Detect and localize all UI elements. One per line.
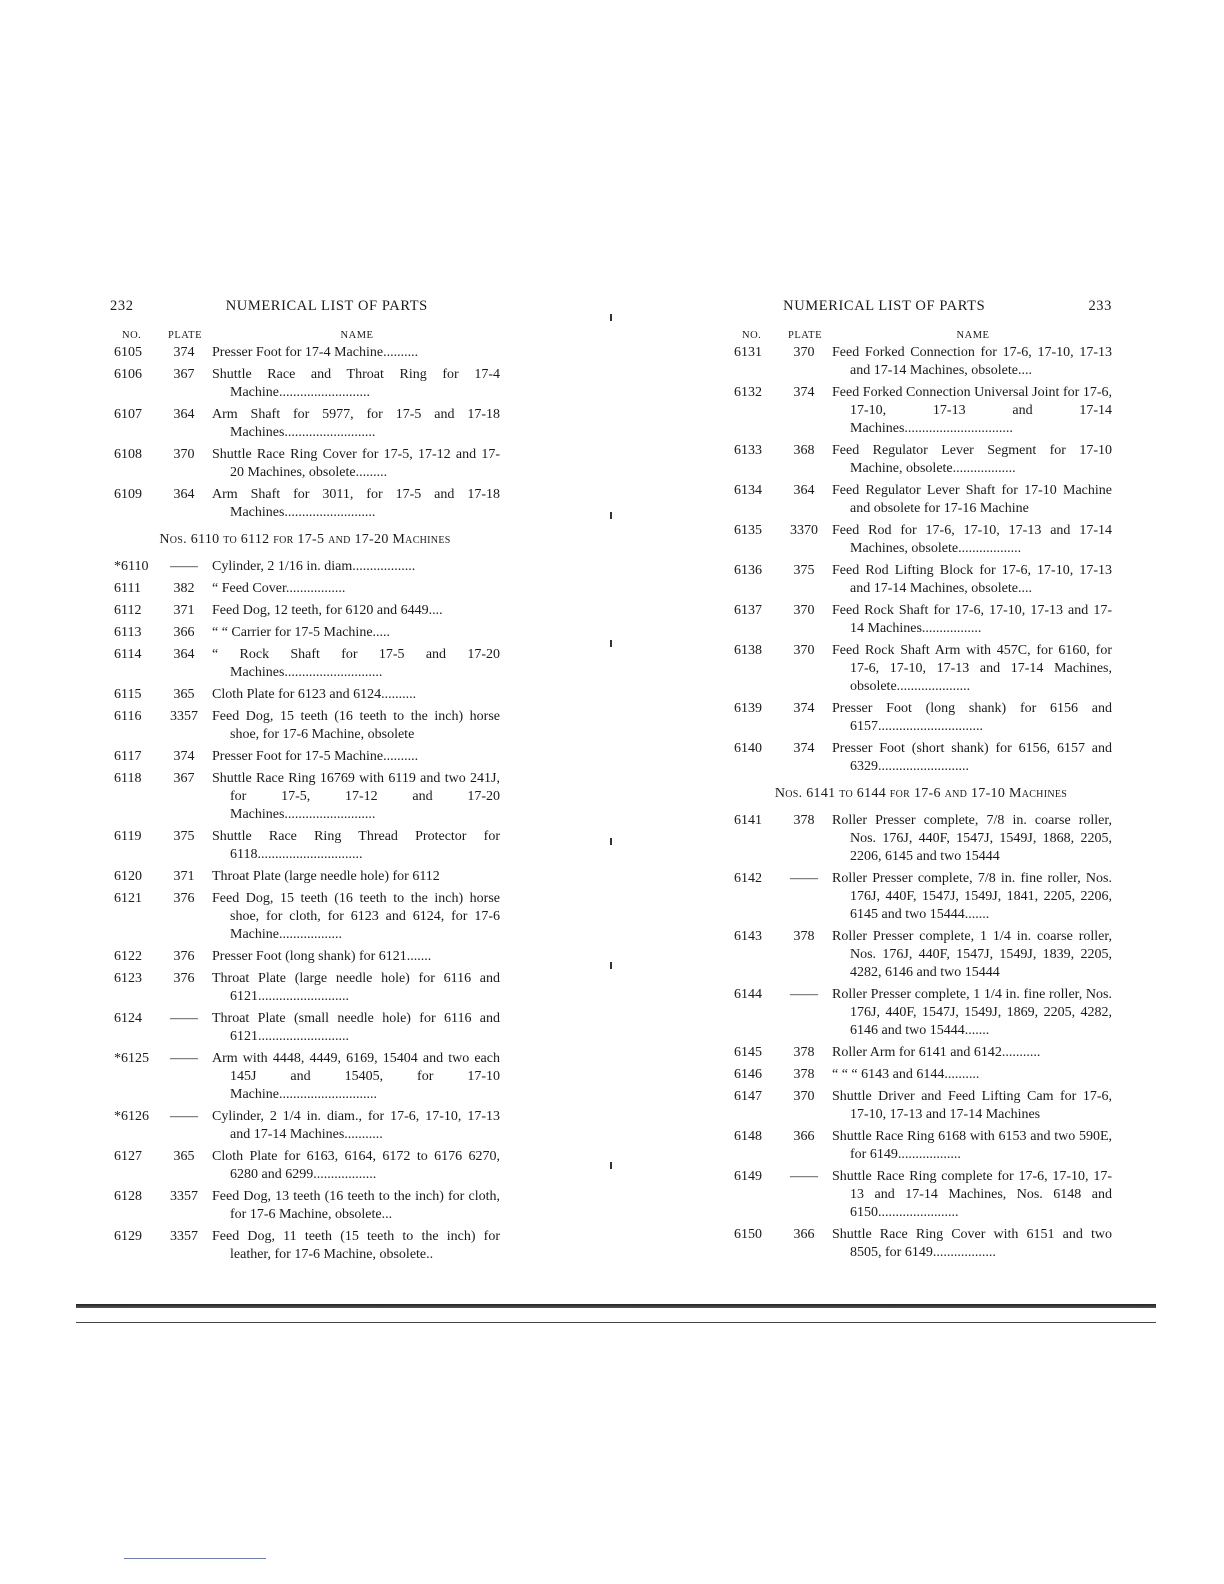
part-name: Arm with 4448, 4449, 6169, 15404 and two each 145J and 15405, for 17-10 Machine............................ — [212, 1051, 500, 1102]
plate-number: 364 — [793, 483, 815, 498]
part-name: Presser Foot for 17-5 Machine.......... — [212, 749, 419, 764]
part-row — [730, 700, 1112, 736]
footer-link-underline — [124, 1558, 266, 1559]
part-row — [110, 1188, 500, 1224]
part-row — [730, 740, 1112, 776]
part-number: 6109 — [114, 487, 142, 502]
part-number: 6106 — [114, 367, 142, 382]
part-number: 6124 — [114, 1011, 142, 1026]
part-number: 6107 — [114, 407, 142, 422]
part-name: Cloth Plate for 6123 and 6124.......... — [212, 687, 417, 702]
plate-number: 382 — [173, 581, 195, 596]
part-row — [110, 1010, 500, 1046]
running-title: NUMERICAL LIST OF PARTS — [225, 298, 428, 314]
part-row — [730, 642, 1112, 696]
parts-list — [110, 344, 500, 522]
plate-number: 364 — [173, 487, 195, 502]
part-name: Throat Plate (large needle hole) for 6116 and 6121.......................... — [212, 971, 500, 1004]
part-row — [110, 948, 500, 966]
part-row — [110, 558, 500, 576]
part-number: 6122 — [114, 949, 142, 964]
scan-speck — [610, 640, 612, 647]
part-name: Throat Plate (small needle hole) for 6116 and 6121.......................... — [212, 1011, 500, 1044]
plate-number: 370 — [793, 345, 815, 360]
part-row — [110, 770, 500, 824]
part-row — [730, 1088, 1112, 1124]
plate-number: 364 — [173, 407, 195, 422]
part-number: 6149 — [734, 1169, 762, 1184]
part-name: Arm Shaft for 5977, for 17-5 and 17-18 Machines.......................... — [212, 407, 500, 440]
part-name: Cylinder, 2 1/4 in. diam., for 17-6, 17-10, 17-13 and 17-14 Machines........... — [212, 1109, 500, 1142]
part-row — [730, 1168, 1112, 1222]
part-name: “ “ Carrier for 17-5 Machine..... — [212, 625, 391, 640]
part-row — [730, 482, 1112, 518]
part-row — [110, 344, 500, 362]
part-number: 6118 — [114, 771, 142, 786]
plate-number: 378 — [793, 1045, 815, 1060]
part-name: Feed Forked Connection for 17-6, 17-10, 17-13 and 17-14 Machines, obsolete.... — [832, 345, 1112, 378]
plate-number: 367 — [173, 771, 195, 786]
part-row — [110, 1148, 500, 1184]
header-plate: PLATE — [788, 330, 822, 341]
part-row — [730, 1066, 1112, 1084]
part-row — [110, 1050, 500, 1104]
part-number: 6148 — [734, 1129, 762, 1144]
part-name: Shuttle Race and Throat Ring for 17-4 Machine.......................... — [212, 367, 500, 400]
plate-number: 378 — [793, 813, 815, 828]
part-number: 6144 — [734, 987, 762, 1002]
part-number: 6121 — [114, 891, 142, 906]
plate-number: 376 — [173, 971, 195, 986]
plate-number: —— — [170, 1011, 198, 1026]
part-number: 6116 — [114, 709, 142, 724]
plate-number: 378 — [793, 929, 815, 944]
part-row — [110, 646, 500, 682]
scan-speck — [610, 512, 612, 519]
plate-number: 374 — [173, 749, 195, 764]
part-number: 6105 — [114, 345, 142, 360]
part-name: Shuttle Race Ring complete for 17-6, 17-10, 17-13 and 17-14 Machines, Nos. 6148 and 6150....................... — [832, 1169, 1112, 1220]
part-name: Feed Dog, 11 teeth (15 teeth to the inch) for leather, for 17-6 Machine, obsolete.. — [212, 1229, 500, 1262]
part-number: 6120 — [114, 869, 142, 884]
part-row — [730, 602, 1112, 638]
plate-number: 376 — [173, 949, 195, 964]
plate-number: 375 — [793, 563, 815, 578]
part-number: 6119 — [114, 829, 142, 844]
plate-number: —— — [170, 559, 198, 574]
part-name: Presser Foot (short shank) for 6156, 6157 and 6329.......................... — [832, 741, 1112, 774]
part-number: 6145 — [734, 1045, 762, 1060]
part-number: 6123 — [114, 971, 142, 986]
part-name: Feed Regulator Lever Segment for 17-10 Machine, obsolete.................. — [832, 443, 1112, 476]
part-number: 6134 — [734, 483, 762, 498]
right-page — [730, 298, 1112, 1262]
part-row — [730, 928, 1112, 982]
part-row — [110, 708, 500, 744]
plate-number: 368 — [793, 443, 815, 458]
column-headers — [730, 330, 1112, 341]
header-no: NO. — [742, 330, 762, 341]
plate-number: 365 — [173, 687, 195, 702]
part-number: 6146 — [734, 1067, 762, 1082]
part-number: 6128 — [114, 1189, 142, 1204]
scan-speck — [610, 962, 612, 969]
section-heading: Nos. 6110 to 6112 for 17-5 and 17-20 Machines — [159, 532, 451, 547]
part-row — [730, 812, 1112, 866]
part-row — [730, 1044, 1112, 1062]
parts-list — [730, 344, 1112, 776]
header-no: NO. — [122, 330, 142, 341]
page-number: 232 — [110, 298, 134, 314]
part-number: 6140 — [734, 741, 762, 756]
plate-number: 3357 — [170, 1189, 198, 1204]
part-number: 6143 — [734, 929, 762, 944]
part-number: 6132 — [734, 385, 762, 400]
running-head — [110, 298, 500, 315]
part-row — [110, 868, 500, 886]
part-number: 6111 — [114, 581, 141, 596]
part-number: 6127 — [114, 1149, 142, 1164]
part-row — [110, 366, 500, 402]
part-name: Shuttle Race Ring 6168 with 6153 and two 590E, for 6149.................. — [832, 1129, 1112, 1162]
page-bottom-thin-rule — [76, 1322, 1156, 1323]
plate-number: —— — [790, 987, 818, 1002]
part-number: 6133 — [734, 443, 762, 458]
part-row — [110, 890, 500, 944]
part-number: 6117 — [114, 749, 142, 764]
part-number: 6113 — [114, 625, 142, 640]
part-name: Shuttle Race Ring 16769 with 6119 and two 241J, for 17-5, 17-12 and 17-20 Machines.......................... — [212, 771, 500, 822]
part-number: 6137 — [734, 603, 762, 618]
part-row — [730, 1128, 1112, 1164]
part-name: Roller Presser complete, 1 1/4 in. coarse roller, Nos. 176J, 440F, 1547J, 1549J, 1839, 2205, 4282, 6146 and two 15444 — [832, 929, 1112, 980]
part-row — [110, 580, 500, 598]
part-name: Shuttle Race Ring Thread Protector for 6118.............................. — [212, 829, 500, 862]
part-row — [730, 870, 1112, 924]
part-name: Presser Foot (long shank) for 6156 and 6157.............................. — [832, 701, 1112, 734]
part-row — [110, 970, 500, 1006]
part-number: 6150 — [734, 1227, 762, 1242]
part-name: Presser Foot (long shank) for 6121....... — [212, 949, 432, 964]
part-number: *6126 — [114, 1109, 149, 1124]
part-name: “ Feed Cover................. — [212, 581, 346, 596]
header-plate: PLATE — [168, 330, 202, 341]
part-row — [730, 384, 1112, 438]
part-name: Roller Presser complete, 1 1/4 in. fine roller, Nos. 176J, 440F, 1547J, 1549J, 1869, 2205, 4282, 6146 and two 15444....... — [832, 987, 1112, 1038]
scan-speck — [610, 314, 612, 321]
running-title: NUMERICAL LIST OF PARTS — [783, 298, 986, 314]
part-number: *6125 — [114, 1051, 149, 1066]
column-headers — [110, 330, 500, 341]
part-row — [110, 828, 500, 864]
part-number: 6147 — [734, 1089, 762, 1104]
plate-number: —— — [790, 871, 818, 886]
part-number: 6136 — [734, 563, 762, 578]
part-name: Cloth Plate for 6163, 6164, 6172 to 6176 6270, 6280 and 6299.................. — [212, 1149, 500, 1182]
part-name: Shuttle Race Ring Cover for 17-5, 17-12 and 17-20 Machines, obsolete......... — [212, 447, 500, 480]
part-number: 6135 — [734, 523, 762, 538]
part-row — [110, 446, 500, 482]
part-number: 6129 — [114, 1229, 142, 1244]
plate-number: 374 — [793, 701, 815, 716]
plate-number: 375 — [173, 829, 195, 844]
part-row — [730, 344, 1112, 380]
part-name: Feed Regulator Lever Shaft for 17-10 Machine and obsolete for 17-16 Machine — [832, 483, 1112, 516]
plate-number: 370 — [793, 1089, 815, 1104]
part-row — [730, 562, 1112, 598]
scan-speck — [610, 1162, 612, 1169]
plate-number: 367 — [173, 367, 195, 382]
part-number: 6139 — [734, 701, 762, 716]
part-name: Feed Rock Shaft for 17-6, 17-10, 17-13 and 17-14 Machines................. — [832, 603, 1112, 636]
part-name: Shuttle Race Ring Cover with 6151 and two 8505, for 6149.................. — [832, 1227, 1112, 1260]
scan-speck — [610, 838, 612, 845]
part-row — [110, 486, 500, 522]
plate-number: 366 — [173, 625, 195, 640]
page-bottom-rule — [76, 1304, 1156, 1308]
part-row — [730, 986, 1112, 1040]
part-name: Roller Arm for 6141 and 6142........... — [832, 1045, 1041, 1060]
part-name: Arm Shaft for 3011, for 17-5 and 17-18 Machines.......................... — [212, 487, 500, 520]
part-number: 6131 — [734, 345, 762, 360]
header-name: NAME — [340, 330, 374, 341]
part-row — [110, 624, 500, 642]
plate-number: —— — [170, 1109, 198, 1124]
part-name: Feed Rock Shaft Arm with 457C, for 6160, for 17-6, 17-10, 17-13 and 17-14 Machines, obsolete..................... — [832, 643, 1112, 694]
parts-list — [110, 558, 500, 1264]
part-name: Roller Presser complete, 7/8 in. fine roller, Nos. 176J, 440F, 1547J, 1549J, 1841, 2205, 2206, 6145 and two 15444....... — [832, 871, 1112, 922]
part-name: Throat Plate (large needle hole) for 6112 — [212, 869, 440, 884]
part-number: 6108 — [114, 447, 142, 462]
plate-number: 366 — [793, 1129, 815, 1144]
parts-list — [730, 812, 1112, 1262]
plate-number: 3357 — [170, 709, 198, 724]
plate-number: 3370 — [790, 523, 818, 538]
plate-number: 370 — [793, 643, 815, 658]
part-row — [110, 406, 500, 442]
part-number: 6138 — [734, 643, 762, 658]
part-number: 6115 — [114, 687, 142, 702]
plate-number: 371 — [173, 603, 195, 618]
part-name: Roller Presser complete, 7/8 in. coarse roller, Nos. 176J, 440F, 1547J, 1549J, 1868, 2205, 2206, 6145 and two 15444 — [832, 813, 1112, 864]
plate-number: 376 — [173, 891, 195, 906]
plate-number: 364 — [173, 647, 195, 662]
part-row — [110, 1228, 500, 1264]
part-number: 6142 — [734, 871, 762, 886]
plate-number: 365 — [173, 1149, 195, 1164]
part-name: Feed Forked Connection Universal Joint for 17-6, 17-10, 17-13 and 17-14 Machines............................... — [832, 385, 1112, 436]
page-number: 233 — [1088, 298, 1112, 314]
plate-number: 371 — [173, 869, 195, 884]
part-name: “ “ “ 6143 and 6144.......... — [832, 1067, 980, 1082]
plate-number: —— — [170, 1051, 198, 1066]
part-name: Feed Rod for 17-6, 17-10, 17-13 and 17-14 Machines, obsolete.................. — [832, 523, 1112, 556]
part-name: Presser Foot for 17-4 Machine.......... — [212, 345, 419, 360]
part-name: Feed Dog, 15 teeth (16 teeth to the inch) horse shoe, for 17-6 Machine, obsolete — [212, 709, 500, 742]
running-head — [730, 298, 1112, 315]
plate-number: 3357 — [170, 1229, 198, 1244]
part-name: Feed Dog, 15 teeth (16 teeth to the inch) horse shoe, for cloth, for 6123 and 6124, for 17-6 Machine.................. — [212, 891, 500, 942]
plate-number: 374 — [173, 345, 195, 360]
part-row — [110, 686, 500, 704]
part-number: *6110 — [114, 559, 149, 574]
part-row — [110, 602, 500, 620]
part-row — [110, 1108, 500, 1144]
part-row — [730, 522, 1112, 558]
part-row — [110, 748, 500, 766]
part-number: 6114 — [114, 647, 142, 662]
plate-number: 370 — [793, 603, 815, 618]
part-name: Feed Rod Lifting Block for 17-6, 17-10, 17-13 and 17-14 Machines, obsolete.... — [832, 563, 1112, 596]
part-number: 6112 — [114, 603, 142, 618]
part-row — [730, 1226, 1112, 1262]
plate-number: 374 — [793, 385, 815, 400]
plate-number: 378 — [793, 1067, 815, 1082]
part-name: Shuttle Driver and Feed Lifting Cam for 17-6, 17-10, 17-13 and 17-14 Machines — [832, 1089, 1112, 1122]
header-name: NAME — [956, 330, 990, 341]
left-page — [110, 298, 500, 1264]
plate-number: 370 — [173, 447, 195, 462]
plate-number: 366 — [793, 1227, 815, 1242]
plate-number: 374 — [793, 741, 815, 756]
part-name: Feed Dog, 13 teeth (16 teeth to the inch) for cloth, for 17-6 Machine, obsolete... — [212, 1189, 500, 1222]
part-number: 6141 — [734, 813, 762, 828]
part-name: Feed Dog, 12 teeth, for 6120 and 6449.... — [212, 603, 443, 618]
part-name: Cylinder, 2 1/16 in. diam.................. — [212, 559, 416, 574]
section-heading: Nos. 6141 to 6144 for 17-6 and 17-10 Machines — [774, 786, 1068, 801]
part-name: “ Rock Shaft for 17-5 and 17-20 Machines............................ — [212, 647, 500, 680]
plate-number: —— — [790, 1169, 818, 1184]
part-row — [730, 442, 1112, 478]
